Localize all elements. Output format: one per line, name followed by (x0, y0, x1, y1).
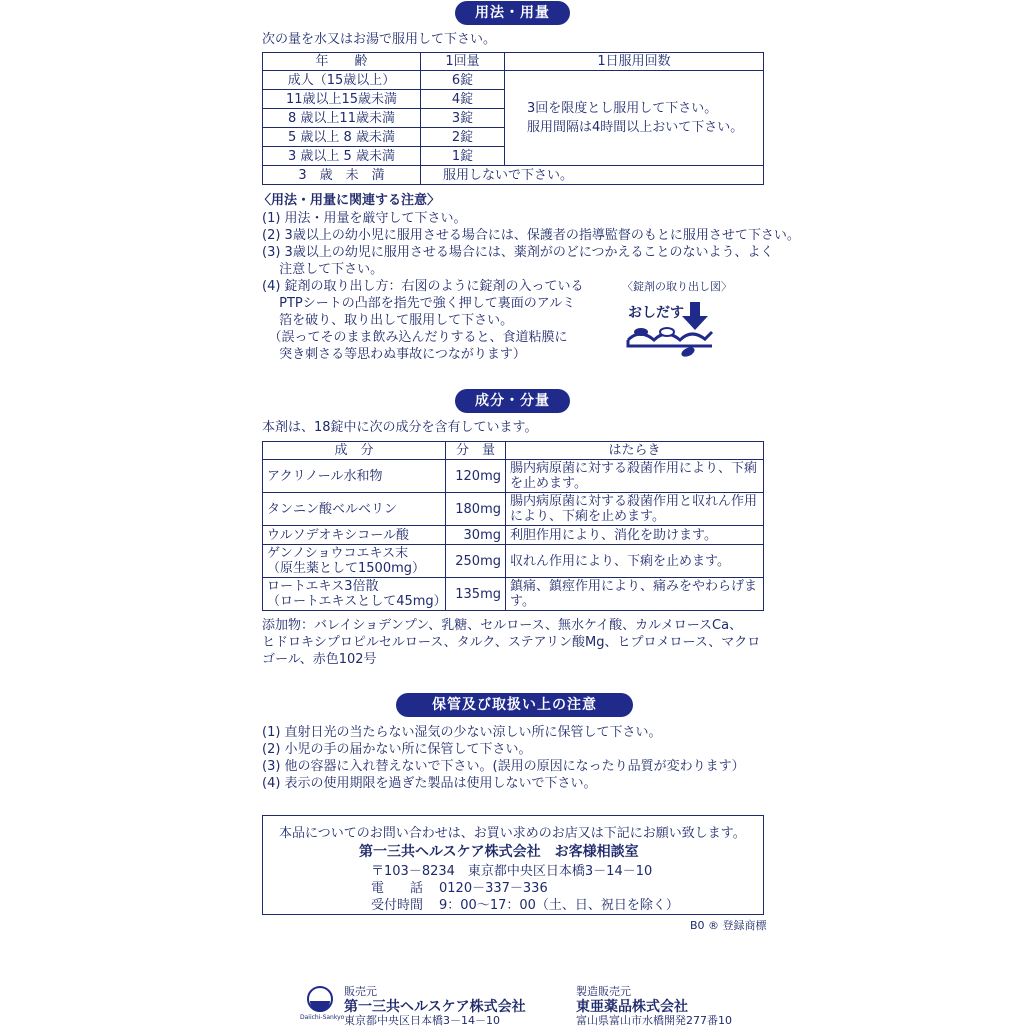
times-line-2: 服用間隔は4時間以上おいて下さい。 (527, 120, 744, 135)
dose-cell: 2錠 (421, 128, 505, 147)
ingredient-name (263, 493, 446, 526)
note-line: 箔を破り、取り出して服用して下さい。 (262, 313, 514, 328)
dose-cell: 3錠 (421, 109, 505, 128)
ingredient-amount: 120mg (446, 460, 506, 493)
contact-address: 〒103－8234 東京都中央区日本橋3－14－10 (371, 864, 653, 879)
note-line: (3) 3歳以上の幼児に服用させる場合には、薬剤がのどにつかえることのないよう、よく (262, 245, 774, 260)
effect-line: 利胆作用により、消化を助けます。 (510, 527, 717, 543)
header-ingredient: 成 分 (263, 442, 446, 460)
contact-phone-label: 電 話 (371, 881, 424, 896)
storage-note: (2) 小児の手の届かない所に保管して下さい。 (262, 742, 532, 757)
additives-line: ゴール、赤色102号 (262, 652, 377, 667)
contact-company: 第一三共ヘルスケア株式会社 お客様相談室 (359, 844, 639, 860)
figure-caption: 〈錠剤の取り出し図〉 (622, 280, 732, 293)
contact-box (262, 815, 764, 915)
ingredient-name (263, 545, 446, 578)
ingredient-amount: 30mg (446, 526, 506, 545)
effect-line: を止めます。 (510, 476, 587, 491)
under3-text: 服用しないで下さい。 (421, 166, 764, 185)
note-line: 注意して下さい。 (262, 262, 384, 277)
ingredient-name-line: アクリノール水和物 (267, 468, 383, 484)
seller-address: 東京都中央区日本橋3－14－10 (344, 1014, 500, 1027)
section-title-dosage: 用法・用量 (455, 1, 570, 25)
note-line: （誤ってそのまま飲み込んだりすると、食道粘膜に (262, 330, 568, 345)
header-dose: 1回量 (421, 53, 505, 71)
section-title-storage: 保管及び取扱い上の注意 (396, 693, 633, 717)
storage-note: (4) 表示の使用期限を過ぎた製品は使用しないで下さい。 (262, 776, 597, 791)
effect-line: 鎮痛、鎮痙作用により、痛みをやわらげます。 (510, 579, 758, 609)
figure-label: おしだす (628, 305, 684, 321)
ingredient-effect (506, 545, 764, 578)
ingredient-effect (506, 460, 764, 493)
header-amount: 分 量 (446, 442, 506, 460)
ingredient-amount: 180mg (446, 493, 506, 526)
storage-note: (3) 他の容器に入れ替えないで下さい。(誤用の原因になったり品質が変わります） (262, 759, 745, 774)
header-times: 1日服用回数 (505, 53, 764, 71)
age-cell-under3: 3 歳 未 満 (263, 166, 421, 185)
note-line: (2) 3歳以上の幼小児に服用させる場合には、保護者の指導監督のもとに服用させて下さい。 (262, 228, 800, 243)
ingredient-name-sub: （原生薬として1500mg） (267, 561, 425, 576)
age-cell: 8 歳以上11歳未満 (263, 109, 421, 128)
ingredient-name (263, 578, 446, 611)
age-cell: 5 歳以上 8 歳未満 (263, 128, 421, 147)
contact-hours: 9：00～17：00（土、日、祝日を除く） (439, 898, 679, 913)
note-line: PTPシートの凸部を指先で強く押して裏面のアルミ (262, 296, 576, 311)
dose-cell: 4錠 (421, 90, 505, 109)
age-cell: 3 歳以上 5 歳未満 (263, 147, 421, 166)
header-effect: はたらき (506, 442, 764, 460)
trademark-note: B0 ® 登録商標 (690, 919, 767, 932)
note-line: (4) 錠剤の取り出し方：右図のように錠剤の入っている (262, 279, 584, 294)
additives-line: ヒドロキシプロピルセルロース、タルク、ステアリン酸Mg、ヒプロメロース、マクロ (262, 635, 761, 650)
dosage-table (262, 52, 764, 185)
maker-label: 製造販売元 (576, 985, 631, 998)
ingredient-name-line: ウルソデオキシコール酸 (267, 527, 409, 543)
times-cell (505, 71, 764, 166)
ingredient-name-line: タンニン酸ベルベリン (267, 501, 398, 517)
contact-intro: 本品についてのお問い合わせは、お買い求めのお店又は下記にお願い致します。 (279, 826, 746, 841)
maker-address: 富山県富山市水橋開発277番10 (576, 1014, 732, 1027)
ingredients-intro: 本剤は、18錠中に次の成分を含有しています。 (262, 420, 538, 435)
storage-note: (1) 直射日光の当たらない湿気の少ない涼しい所に保管して下さい。 (262, 725, 662, 740)
logo-text: Daiichi-Sankyo (300, 1014, 345, 1021)
ingredient-effect (506, 493, 764, 526)
header-age: 年 齢 (263, 53, 421, 71)
contact-phone: 0120－337－336 (439, 881, 548, 896)
note-line: (1) 用法・用量を厳守して下さい。 (262, 211, 467, 226)
dosage-intro: 次の量を水又はお湯で服用して下さい。 (262, 32, 497, 47)
ingredient-name-sub: （ロートエキスとして45mg） (267, 594, 447, 609)
tablet-press-illustration (624, 300, 720, 362)
section-title-ingredients: 成分・分量 (455, 389, 570, 413)
ingredient-amount: 250mg (446, 545, 506, 578)
effect-line: 腸内病原菌に対する殺菌作用と収れん作用 (510, 494, 758, 509)
notes-title: 〈用法・用量に関連する注意〉 (258, 193, 441, 208)
daiichi-sankyo-logo-icon (306, 985, 334, 1013)
ingredient-name (263, 460, 446, 493)
ingredient-name-line: ゲンノショウコエキス末 (267, 546, 409, 561)
effect-line: 腸内病原菌に対する殺菌作用により、下痢 (510, 461, 758, 476)
ingredient-effect (506, 526, 764, 545)
ingredient-name (263, 526, 446, 545)
maker-name: 東亜薬品株式会社 (576, 999, 688, 1015)
age-cell: 成人（15歳以上） (263, 71, 421, 90)
seller-name: 第一三共ヘルスケア株式会社 (344, 999, 526, 1015)
additives-line: 添加物：バレイショデンプン、乳糖、セルロース、無水ケイ酸、カルメロースCa、 (262, 618, 743, 633)
effect-line: 収れん作用により、下痢を止めます。 (510, 553, 730, 569)
ingredient-amount: 135mg (446, 578, 506, 611)
arrow-down-icon (682, 302, 708, 330)
ingredient-name-line: ロートエキス3倍散 (267, 579, 379, 594)
ingredients-table (262, 441, 764, 611)
ingredient-effect (506, 578, 764, 611)
seller-label: 販売元 (344, 985, 377, 998)
dose-cell: 6錠 (421, 71, 505, 90)
times-line-1: 3回を限度とし服用して下さい。 (527, 101, 718, 116)
dose-cell: 1錠 (421, 147, 505, 166)
note-line: 突き刺さる等思わぬ事故につながります） (262, 347, 526, 362)
contact-hours-label: 受付時間 (371, 898, 424, 913)
age-cell: 11歳以上15歳未満 (263, 90, 421, 109)
effect-line: により、下痢を止めます。 (510, 509, 665, 524)
